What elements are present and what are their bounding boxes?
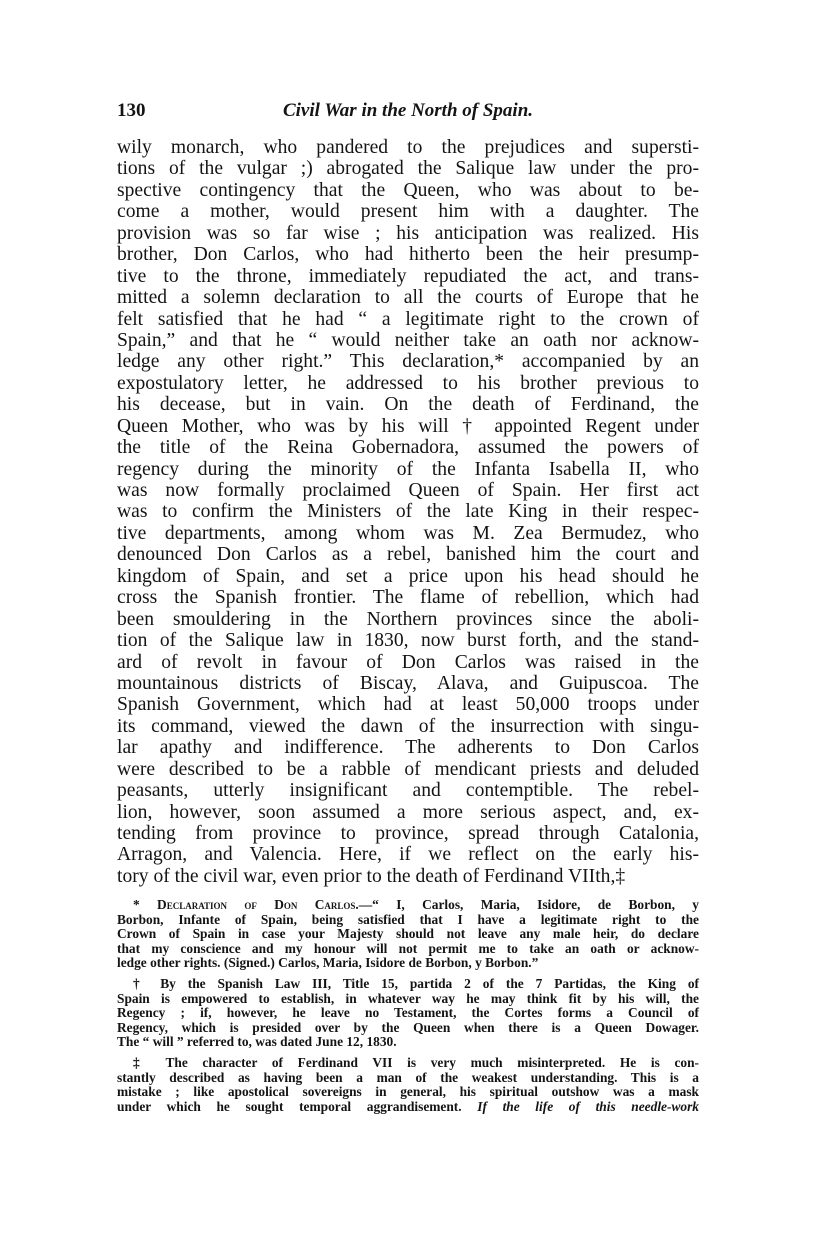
- body-line: felt satisfied that he had “ a legitimate right to the crown of: [117, 308, 699, 330]
- body-line: lion, however, soon assumed a more serious aspect, and, ex-: [117, 801, 699, 823]
- running-title: Civil War in the North of Spain.: [282, 100, 534, 121]
- body-line: ledge any other right.” This declaration,* accompanied by an: [117, 351, 699, 373]
- footnote-line: mistake ; like apostolical sovereigns in general, his spiritual outshow was a mask: [117, 1084, 699, 1100]
- footnote-line: Borbon, Infante of Spain, being satisfied that I have a legitimate right to the: [117, 911, 699, 927]
- body-text: [117, 137, 699, 887]
- footnote-line: that my conscience and my honour will not permit me to take an oath or acknow-: [117, 940, 699, 956]
- body-line: spective contingency that the Queen, who was about to be-: [117, 179, 699, 201]
- footnote-line: The “ will ” referred to, was dated June 12, 1830.: [117, 1034, 397, 1050]
- footnote-text: —“ I, Carlos, Maria, Isidore, de Borbon, y: [358, 897, 699, 912]
- body-line: peasants, utterly insignificant and contemptible. The rebel-: [117, 780, 699, 802]
- footnote-text: By the Spanish Law III, Title 15, partida 2 of the 7 Partidas, the King of: [160, 975, 699, 991]
- footnote-line: [117, 898, 699, 913]
- footnote-line: Spain is empowered to establish, in whatever way he may think fit by his will, the: [117, 990, 699, 1006]
- body-line: mitted a solemn declaration to all the courts of Europe that he: [117, 287, 699, 309]
- body-line: tending from province to province, spread through Catalonia,: [117, 823, 699, 844]
- footnote-text: under which he sought temporal aggrandisement.: [117, 1098, 462, 1114]
- footnote-dagger: [117, 977, 699, 1050]
- footnote-marker: †: [133, 975, 149, 991]
- footnote-line: ledge other rights. (Signed.) Carlos, Maria, Isidore de Borbon, y Borbon.”: [117, 955, 539, 971]
- running-head: [117, 100, 699, 124]
- body-line: provision was so far wise ; his anticipation was realized. His: [117, 222, 699, 244]
- body-line: wily monarch, who pandered to the prejudices and supersti-: [117, 137, 699, 158]
- body-line: its command, viewed the dawn of the insurrection with singu-: [117, 715, 699, 737]
- body-line: tory of the civil war, even prior to the death of Ferdinand VIIth,‡: [117, 865, 626, 887]
- body-line: mountainous districts of Biscay, Alava, and Guipuscoa. The: [117, 672, 699, 694]
- body-line: been smouldering in the Northern provinces since the aboli-: [117, 608, 699, 630]
- body-line: Arragon, and Valencia. Here, if we reflect on the early his-: [117, 844, 699, 866]
- footnote-text: The character of Ferdinand VII is very much misinterpreted. He is con-: [165, 1054, 699, 1070]
- footnote-asterisk: [117, 898, 699, 971]
- footnote-marker: ‡: [133, 1054, 152, 1070]
- body-line: Spain,” and that he “ would neither take an oath nor acknow-: [117, 329, 699, 351]
- footnote-line: [117, 1056, 699, 1071]
- footnote-line: Regency, which is presided over by the Queen when there is a Queen Dowager.: [117, 1019, 699, 1035]
- body-line: was to confirm the Ministers of the late King in their respec-: [117, 501, 699, 523]
- page-number: 130: [117, 100, 146, 121]
- footnote-line: stantly described as having been a man of the weakest understanding. This is a: [117, 1069, 699, 1085]
- footnote-text-italic: If the life of this needle-work: [477, 1098, 699, 1114]
- footnote-line: [117, 977, 699, 992]
- body-line: expostulatory letter, he addressed to his brother previous to: [117, 372, 699, 394]
- body-line: come a mother, would present him with a daughter. The: [117, 201, 699, 223]
- body-line: tive departments, among whom was M. Zea Bermudez, who: [117, 522, 699, 544]
- body-line: ard of revolt in favour of Don Carlos was raised in the: [117, 651, 699, 673]
- footnote-marker: *: [133, 897, 140, 912]
- body-line: was now formally proclaimed Queen of Spain. Her first act: [117, 480, 699, 501]
- body-line: lar apathy and indifference. The adherents to Don Carlos: [117, 737, 699, 759]
- body-line: the title of the Reina Gobernadora, assumed the powers of: [117, 437, 699, 459]
- body-line: tions of the vulgar ;) abrogated the Salique law under the pro-: [117, 158, 699, 180]
- footnote-double-dagger: [117, 1056, 699, 1114]
- body-line: tive to the throne, immediately repudiated the act, and trans-: [117, 265, 699, 287]
- body-line: were described to be a rabble of mendicant priests and deluded: [117, 758, 699, 780]
- footnotes: [117, 898, 699, 1120]
- body-line: Spanish Government, which had at least 50,000 troops under: [117, 694, 699, 716]
- body-line: cross the Spanish frontier. The flame of rebellion, which had: [117, 587, 699, 609]
- body-line: tion of the Salique law in 1830, now burst forth, and the stand-: [117, 630, 699, 652]
- body-line: Queen Mother, who was by his will † appointed Regent under: [117, 415, 699, 437]
- footnote-line: [117, 1100, 699, 1115]
- footnote-line: Regency ; if, however, he leave no Testament, the Cortes forms a Council of: [117, 1005, 699, 1021]
- footnote-line: Crown of Spain in case your Majesty should not leave any male heir, do declare: [117, 926, 699, 942]
- body-line: denounced Don Carlos as a rebel, banished him the court and: [117, 544, 699, 566]
- footnote-heading: Declaration of Don Carlos.: [157, 897, 359, 912]
- body-line: kingdom of Spain, and set a price upon his head should he: [117, 565, 699, 587]
- body-line: his decease, but in vain. On the death of Ferdinand, the: [117, 394, 699, 416]
- body-line: brother, Don Carlos, who had hitherto been the heir presump-: [117, 244, 699, 266]
- body-line: regency during the minority of the Infanta Isabella II, who: [117, 458, 699, 480]
